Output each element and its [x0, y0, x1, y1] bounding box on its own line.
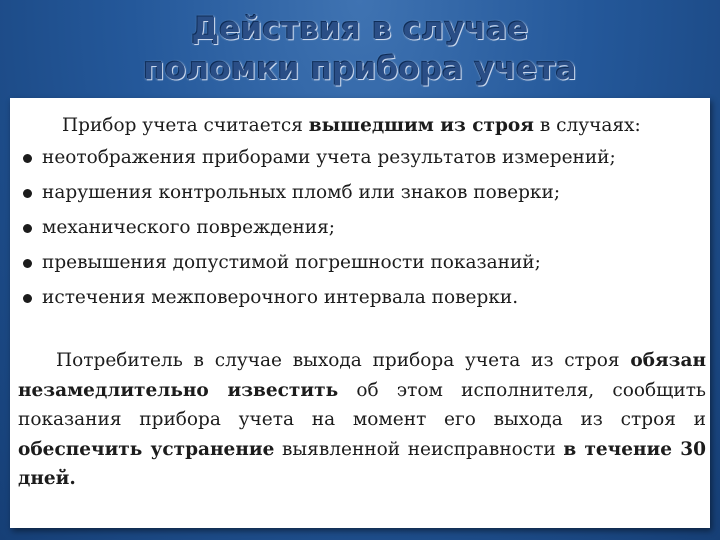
bullet-text: нарушения контрольных пломб или знаков поверки;: [42, 182, 561, 203]
bullet-item: [22, 282, 616, 317]
consumer-obligation-paragraph: [18, 346, 706, 494]
paragraph-bold-2: обеспечить устранение: [18, 438, 275, 460]
bullet-dot-icon: [23, 294, 32, 303]
paragraph-bold-3: в течение 30 дней.: [18, 438, 706, 489]
bullet-text: механического повреждения;: [42, 217, 336, 238]
bullet-item: [22, 142, 616, 177]
paragraph-part-3: выявленной неисправности: [274, 438, 564, 460]
bullet-dot-icon: [23, 224, 32, 233]
intro-line: [62, 110, 641, 142]
intro-tail: в случаях:: [533, 115, 641, 136]
slide-title: [0, 0, 720, 98]
bullet-dot-icon: [23, 189, 32, 198]
intro-bold: вышедшим из строя: [308, 115, 534, 136]
intro-lead: Прибор учета считается: [62, 115, 309, 136]
title-line-1: Действия в случае: [191, 11, 529, 47]
content-panel: [10, 98, 710, 528]
paragraph-part-2: об этом исполнителя, сообщить показания прибора учета на момент его выхода из строя и: [18, 379, 706, 430]
bullet-text: превышения допустимой погрешности показаний;: [42, 252, 541, 273]
title-line-2: поломки прибора учета: [143, 51, 577, 87]
paragraph-part-1: Потребитель в случае выхода прибора учета из строя: [56, 350, 631, 371]
bullet-dot-icon: [23, 154, 32, 163]
bullet-item: [22, 177, 616, 212]
bullet-item: [22, 247, 616, 282]
bullet-text: истечения межповерочного интервала поверки.: [42, 287, 519, 308]
bullet-dot-icon: [23, 259, 32, 268]
bullet-text: неотображения приборами учета результатов измерений;: [42, 147, 616, 168]
bullet-list: [22, 142, 616, 317]
paragraph-bold-1: обязан незамедлительно известить: [18, 350, 706, 401]
bullet-item: [22, 212, 616, 247]
